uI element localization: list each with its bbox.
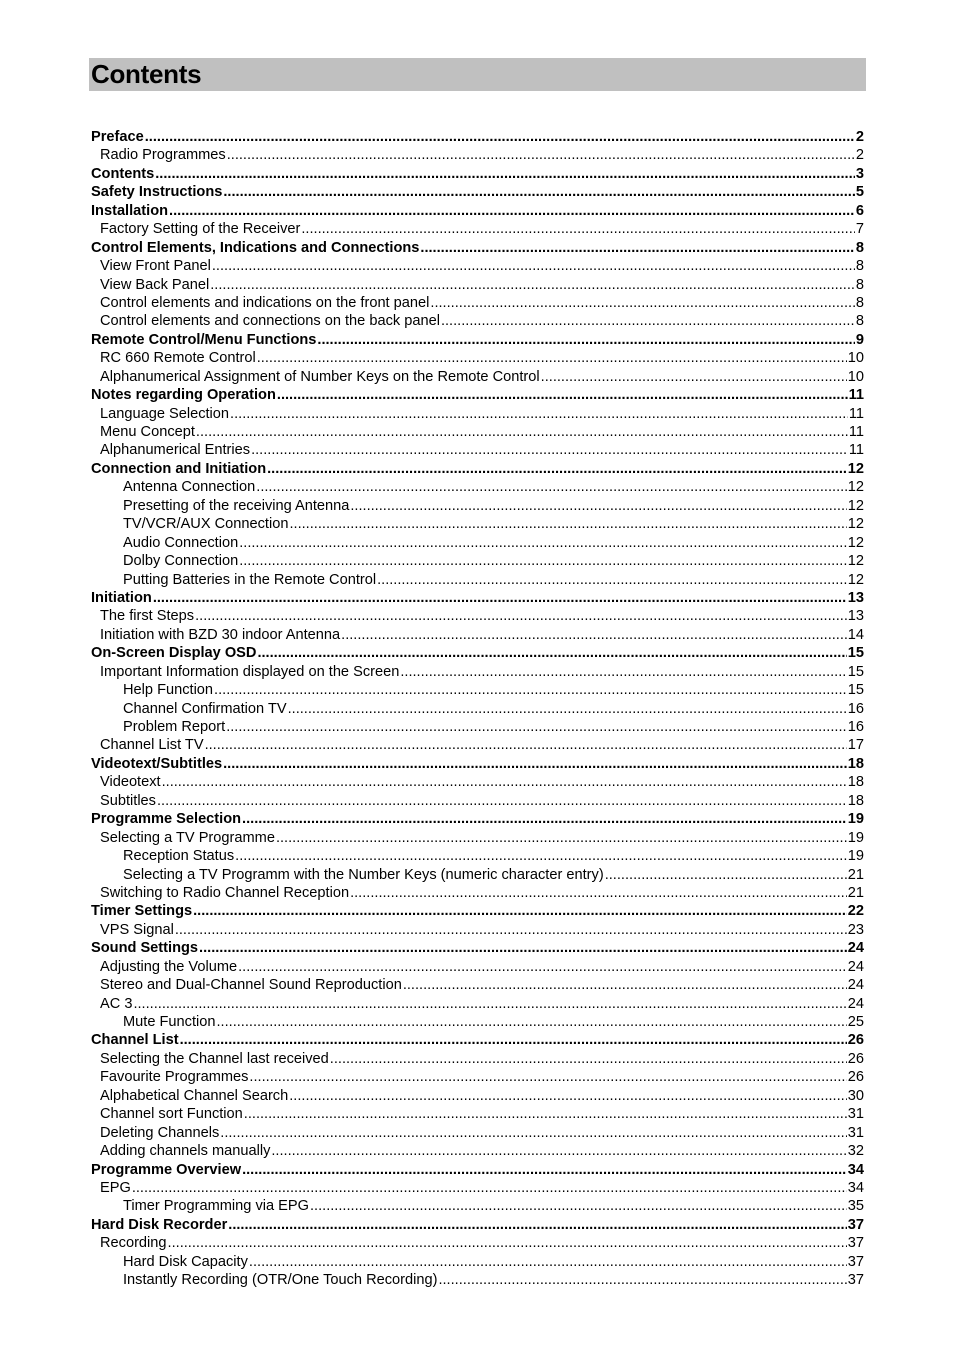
toc-entry-label: Hard Disk Capacity xyxy=(123,1253,248,1270)
toc-entry-label: Selecting a TV Programm with the Number Keys (numeric character entry) xyxy=(123,866,604,883)
toc-entry-label: Radio Programmes xyxy=(100,147,226,164)
toc-entry[interactable] xyxy=(91,902,864,920)
toc-entry[interactable] xyxy=(91,792,864,810)
toc-entry-label: Channel Confirmation TV xyxy=(123,700,287,717)
toc-entry-page-number: 8 xyxy=(855,276,864,293)
toc-entry-label: Videotext/Subtitles xyxy=(91,755,223,772)
toc-entry[interactable] xyxy=(91,995,864,1013)
toc-entry[interactable] xyxy=(91,1068,864,1086)
toc-entry[interactable] xyxy=(91,460,864,478)
toc-entry-page-number: 8 xyxy=(855,294,864,311)
toc-entry-page-number: 21 xyxy=(847,884,864,901)
toc-entry-label: AC 3 xyxy=(100,995,133,1012)
toc-entry-page-number: 31 xyxy=(847,1106,864,1123)
toc-entry[interactable] xyxy=(91,884,864,902)
toc-entry-page-number: 14 xyxy=(847,626,864,643)
toc-entry[interactable] xyxy=(91,1124,864,1142)
toc-entry-page-number: 30 xyxy=(847,1087,864,1104)
toc-entry-label: Programme Overview xyxy=(91,1161,242,1178)
toc-entry-page-number: 12 xyxy=(847,497,864,514)
toc-entry-page-number: 3 xyxy=(855,165,864,182)
toc-dot-leader xyxy=(289,1087,847,1105)
toc-dot-leader xyxy=(238,958,847,976)
toc-entry-page-number: 15 xyxy=(847,682,864,699)
toc-entry-label: Preface xyxy=(91,129,144,145)
toc-entry-page-number: 12 xyxy=(847,571,864,588)
toc-entry-label: On-Screen Display OSD xyxy=(91,645,257,662)
toc-entry-label: Presetting of the receiving Antenna xyxy=(123,497,350,514)
toc-entry[interactable] xyxy=(91,386,864,404)
toc-entry[interactable] xyxy=(91,1271,864,1289)
toc-entry-label: Timer Settings xyxy=(91,903,193,920)
toc-dot-leader xyxy=(212,257,855,275)
toc-dot-leader xyxy=(251,441,848,459)
toc-entry-label: Important Information displayed on the Screen xyxy=(100,663,400,680)
toc-entry-page-number: 5 xyxy=(855,184,864,201)
toc-entry-label: Installation xyxy=(91,202,169,219)
toc-entry-label: Selecting the Channel last received xyxy=(100,1050,329,1067)
toc-entry-label: Alphanumerical Entries xyxy=(100,442,251,459)
toc-entry[interactable] xyxy=(91,773,864,791)
toc-entry[interactable] xyxy=(91,589,864,607)
toc-dot-leader xyxy=(244,1105,847,1123)
toc-dot-leader xyxy=(288,700,847,718)
toc-entry[interactable] xyxy=(91,976,864,994)
toc-entry-label: Channel sort Function xyxy=(100,1106,243,1123)
toc-entry[interactable] xyxy=(91,626,864,644)
toc-entry[interactable] xyxy=(91,866,864,884)
toc-entry-page-number: 35 xyxy=(847,1198,864,1215)
toc-dot-leader xyxy=(249,1253,847,1271)
toc-entry[interactable] xyxy=(91,644,864,662)
toc-entry[interactable] xyxy=(91,349,864,367)
toc-entry-page-number: 9 xyxy=(855,331,864,348)
toc-entry[interactable] xyxy=(91,312,864,330)
toc-dot-leader xyxy=(153,589,847,607)
toc-entry-label: EPG xyxy=(100,1179,131,1196)
toc-entry-page-number: 8 xyxy=(855,239,864,256)
toc-entry-page-number: 37 xyxy=(847,1235,864,1252)
toc-dot-leader xyxy=(193,902,847,920)
toc-entry-page-number: 24 xyxy=(847,995,864,1012)
toc-dot-leader xyxy=(400,663,846,681)
toc-entry[interactable] xyxy=(91,534,864,552)
toc-entry-page-number: 25 xyxy=(847,1014,864,1030)
toc-dot-leader xyxy=(420,239,854,257)
toc-dot-leader xyxy=(157,792,847,810)
toc-entry-page-number: 16 xyxy=(847,700,864,717)
toc-entry[interactable] xyxy=(91,1197,864,1215)
toc-entry-page-number: 24 xyxy=(847,977,864,994)
toc-entry-page-number: 2 xyxy=(855,147,864,164)
toc-entry-page-number: 12 xyxy=(847,534,864,551)
toc-dot-leader xyxy=(271,1142,846,1160)
toc-entry[interactable] xyxy=(91,423,864,441)
toc-entry[interactable] xyxy=(91,183,864,201)
toc-entry-page-number: 37 xyxy=(847,1272,864,1289)
toc-entry[interactable] xyxy=(91,257,864,275)
toc-entry-label: Deleting Channels xyxy=(100,1124,220,1141)
toc-entry-label: Control Elements, Indications and Connections xyxy=(91,239,420,256)
toc-entry-label: Recording xyxy=(100,1235,167,1252)
toc-entry-page-number: 11 xyxy=(848,424,864,440)
toc-entry-label: Control elements and connections on the back panel xyxy=(100,313,440,330)
toc-entry-page-number: 15 xyxy=(847,663,864,680)
toc-dot-leader xyxy=(441,312,855,330)
toc-entry-page-number: 8 xyxy=(855,313,864,330)
toc-entry[interactable] xyxy=(91,1050,864,1068)
toc-entry-label: TV/VCR/AUX Connection xyxy=(123,516,289,533)
toc-dot-leader xyxy=(175,921,847,939)
toc-entry-label: Adding channels manually xyxy=(100,1143,271,1160)
toc-entry-label: Stereo and Dual-Channel Sound Reproduction xyxy=(100,977,402,994)
toc-dot-leader xyxy=(430,294,854,312)
toc-entry[interactable] xyxy=(91,939,864,957)
toc-entry-label: Reception Status xyxy=(123,848,235,865)
toc-entry[interactable] xyxy=(91,239,864,257)
toc-entry[interactable] xyxy=(91,921,864,939)
toc-entry[interactable] xyxy=(91,700,864,718)
toc-entry[interactable] xyxy=(91,1013,864,1031)
toc-entry-page-number: 12 xyxy=(847,460,864,477)
toc-dot-leader xyxy=(214,681,847,699)
table-of-contents xyxy=(91,128,864,1290)
toc-dot-leader xyxy=(155,165,855,183)
toc-entry-page-number: 18 xyxy=(847,774,864,791)
toc-entry-page-number: 12 xyxy=(847,553,864,570)
toc-entry[interactable] xyxy=(91,202,864,220)
toc-entry-page-number: 17 xyxy=(847,737,864,754)
toc-entry[interactable] xyxy=(91,1161,864,1179)
toc-dot-leader xyxy=(196,423,848,441)
toc-entry[interactable] xyxy=(91,663,864,681)
toc-dot-leader xyxy=(223,183,855,201)
toc-dot-leader xyxy=(541,368,847,386)
toc-dot-leader xyxy=(267,460,847,478)
toc-entry-label: Connection and Initiation xyxy=(91,460,267,477)
toc-entry-page-number: 7 xyxy=(855,221,864,238)
toc-dot-leader xyxy=(242,810,847,828)
toc-entry-label: Adjusting the Volume xyxy=(100,958,238,975)
toc-entry-page-number: 26 xyxy=(847,1050,864,1067)
toc-dot-leader xyxy=(310,1197,847,1215)
toc-dot-leader xyxy=(330,1050,847,1068)
toc-entry-label: Safety Instructions xyxy=(91,184,223,201)
toc-entry-page-number: 16 xyxy=(847,719,864,735)
toc-dot-leader xyxy=(226,718,847,736)
toc-dot-leader xyxy=(341,626,847,644)
toc-entry-page-number: 10 xyxy=(847,368,864,385)
toc-entry-label: Menu Concept xyxy=(100,424,195,440)
toc-entry-label: Mute Function xyxy=(123,1014,216,1030)
toc-entry-page-number: 31 xyxy=(847,1124,864,1141)
toc-dot-leader xyxy=(227,146,855,164)
toc-entry[interactable] xyxy=(91,1253,864,1271)
toc-entry-label: Antenna Connection xyxy=(123,479,256,496)
toc-entry-page-number: 13 xyxy=(847,608,864,625)
toc-entry[interactable] xyxy=(91,220,864,238)
toc-dot-leader xyxy=(239,552,847,570)
toc-entry-page-number: 10 xyxy=(847,350,864,367)
toc-entry[interactable] xyxy=(91,331,864,349)
toc-entry[interactable] xyxy=(91,1216,864,1234)
toc-entry[interactable] xyxy=(91,1087,864,1105)
toc-entry[interactable] xyxy=(91,829,864,847)
toc-entry-page-number: 19 xyxy=(847,848,864,865)
toc-entry-page-number: 8 xyxy=(855,258,864,275)
toc-entry-label: Alphanumerical Assignment of Number Keys on the Remote Control xyxy=(100,368,540,385)
toc-entry-page-number: 34 xyxy=(847,1179,864,1196)
toc-dot-leader xyxy=(228,1216,847,1234)
toc-entry[interactable] xyxy=(91,128,864,146)
toc-entry-page-number: 19 xyxy=(847,829,864,846)
toc-entry-label: Selecting a TV Programme xyxy=(100,829,275,846)
toc-entry[interactable] xyxy=(91,294,864,312)
toc-entry-label: RC 660 Remote Control xyxy=(100,350,256,367)
toc-entry-page-number: 12 xyxy=(847,479,864,496)
toc-entry-label: Alphabetical Channel Search xyxy=(100,1087,289,1104)
toc-entry[interactable] xyxy=(91,515,864,533)
toc-entry[interactable] xyxy=(91,958,864,976)
toc-entry-label: Initiation xyxy=(91,589,152,606)
toc-dot-leader xyxy=(145,128,855,146)
toc-entry-label: Switching to Radio Channel Reception xyxy=(100,884,350,901)
page-title: Contents xyxy=(91,59,202,89)
toc-entry-label: Notes regarding Operation xyxy=(91,387,276,404)
toc-dot-leader xyxy=(403,976,847,994)
toc-entry-label: View Back Panel xyxy=(100,276,210,293)
toc-entry[interactable] xyxy=(91,165,864,183)
toc-entry[interactable] xyxy=(91,718,864,736)
toc-entry-label: Putting Batteries in the Remote Control xyxy=(123,571,377,588)
toc-entry-label: Dolby Connection xyxy=(123,553,239,570)
toc-dot-leader xyxy=(220,1124,847,1142)
toc-entry[interactable] xyxy=(91,552,864,570)
toc-dot-leader xyxy=(169,202,855,220)
toc-entry[interactable] xyxy=(91,571,864,589)
toc-entry-label: Timer Programming via EPG xyxy=(123,1198,309,1215)
toc-dot-leader xyxy=(242,1161,847,1179)
toc-entry[interactable] xyxy=(91,847,864,865)
toc-dot-leader xyxy=(205,736,847,754)
toc-entry[interactable] xyxy=(91,441,864,459)
toc-entry-label: Instantly Recording (OTR/One Touch Recording) xyxy=(123,1272,438,1289)
toc-dot-leader xyxy=(317,331,854,349)
toc-dot-leader xyxy=(216,1013,846,1031)
toc-entry[interactable] xyxy=(91,1031,864,1049)
toc-entry[interactable] xyxy=(91,497,864,515)
toc-entry-page-number: 24 xyxy=(847,958,864,975)
toc-entry-label: Channel List TV xyxy=(100,737,204,754)
toc-entry[interactable] xyxy=(91,276,864,294)
toc-entry-page-number: 32 xyxy=(847,1143,864,1160)
page-title-bar xyxy=(89,58,866,91)
toc-entry-label: Remote Control/Menu Functions xyxy=(91,331,317,348)
toc-dot-leader xyxy=(605,866,847,884)
toc-entry-page-number: 26 xyxy=(847,1069,864,1086)
toc-dot-leader xyxy=(230,405,848,423)
toc-entry-label: Channel List xyxy=(91,1032,179,1049)
toc-entry[interactable] xyxy=(91,1179,864,1197)
toc-entry-label: Sound Settings xyxy=(91,940,199,957)
toc-entry[interactable] xyxy=(91,736,864,754)
toc-dot-leader xyxy=(249,1068,846,1086)
toc-dot-leader xyxy=(199,939,847,957)
toc-dot-leader xyxy=(276,829,847,847)
toc-entry-label: VPS Signal xyxy=(100,921,174,938)
toc-entry-label: Control elements and indications on the front panel xyxy=(100,294,430,311)
toc-entry-page-number: 13 xyxy=(847,589,864,606)
toc-entry-label: Audio Connection xyxy=(123,534,239,551)
toc-entry-page-number: 26 xyxy=(847,1032,864,1049)
toc-dot-leader xyxy=(210,276,855,294)
toc-dot-leader xyxy=(277,386,848,404)
toc-entry-page-number: 37 xyxy=(847,1216,864,1233)
toc-entry-page-number: 23 xyxy=(847,921,864,938)
toc-entry-label: Hard Disk Recorder xyxy=(91,1216,228,1233)
toc-entry-page-number: 2 xyxy=(855,129,864,145)
toc-dot-leader xyxy=(438,1271,846,1289)
toc-entry-page-number: 34 xyxy=(847,1161,864,1178)
toc-entry-label: Programme Selection xyxy=(91,811,242,828)
toc-entry[interactable] xyxy=(91,146,864,164)
toc-dot-leader xyxy=(235,847,847,865)
toc-entry-label: View Front Panel xyxy=(100,258,211,275)
toc-entry[interactable] xyxy=(91,1105,864,1123)
toc-entry-page-number: 19 xyxy=(847,811,864,828)
toc-dot-leader xyxy=(350,884,847,902)
toc-entry[interactable] xyxy=(91,810,864,828)
toc-entry-page-number: 18 xyxy=(847,755,864,772)
toc-dot-leader xyxy=(162,773,847,791)
toc-entry[interactable] xyxy=(91,755,864,773)
toc-entry-page-number: 11 xyxy=(848,442,864,459)
toc-dot-leader xyxy=(132,1179,847,1197)
toc-entry[interactable] xyxy=(91,368,864,386)
toc-entry-page-number: 24 xyxy=(847,940,864,957)
toc-dot-leader xyxy=(289,515,846,533)
toc-entry-label: Language Selection xyxy=(100,405,230,422)
toc-entry-page-number: 6 xyxy=(855,202,864,219)
toc-entry-label: Problem Report xyxy=(123,719,226,735)
toc-dot-leader xyxy=(239,534,847,552)
toc-dot-leader xyxy=(377,571,847,589)
toc-dot-leader xyxy=(257,349,847,367)
toc-entry-page-number: 22 xyxy=(847,903,864,920)
toc-entry-label: Subtitles xyxy=(100,792,156,809)
toc-entry[interactable] xyxy=(91,1142,864,1160)
toc-entry-page-number: 21 xyxy=(847,866,864,883)
toc-entry-page-number: 11 xyxy=(848,387,864,404)
toc-entry-page-number: 18 xyxy=(847,792,864,809)
toc-entry[interactable] xyxy=(91,1234,864,1252)
toc-entry-page-number: 12 xyxy=(847,516,864,533)
toc-entry[interactable] xyxy=(91,681,864,699)
toc-entry[interactable] xyxy=(91,607,864,625)
toc-entry[interactable] xyxy=(91,405,864,423)
toc-dot-leader xyxy=(133,995,846,1013)
toc-dot-leader xyxy=(256,478,847,496)
toc-entry-label: Contents xyxy=(91,165,155,182)
toc-dot-leader xyxy=(180,1031,847,1049)
toc-entry-label: Initiation with BZD 30 indoor Antenna xyxy=(100,626,341,643)
toc-dot-leader xyxy=(223,755,847,773)
toc-entry[interactable] xyxy=(91,478,864,496)
toc-entry-page-number: 37 xyxy=(847,1253,864,1270)
toc-entry-page-number: 11 xyxy=(848,405,864,422)
toc-dot-leader xyxy=(195,607,847,625)
toc-entry-label: Factory Setting of the Receiver xyxy=(100,221,301,238)
toc-dot-leader xyxy=(257,644,846,662)
toc-dot-leader xyxy=(301,220,855,238)
toc-dot-leader xyxy=(350,497,846,515)
toc-dot-leader xyxy=(168,1234,847,1252)
toc-entry-label: Videotext xyxy=(100,774,161,791)
toc-entry-label: The first Steps xyxy=(100,608,195,625)
toc-entry-page-number: 15 xyxy=(847,645,864,662)
toc-entry-label: Favourite Programmes xyxy=(100,1069,249,1086)
toc-entry-label: Help Function xyxy=(123,682,214,699)
